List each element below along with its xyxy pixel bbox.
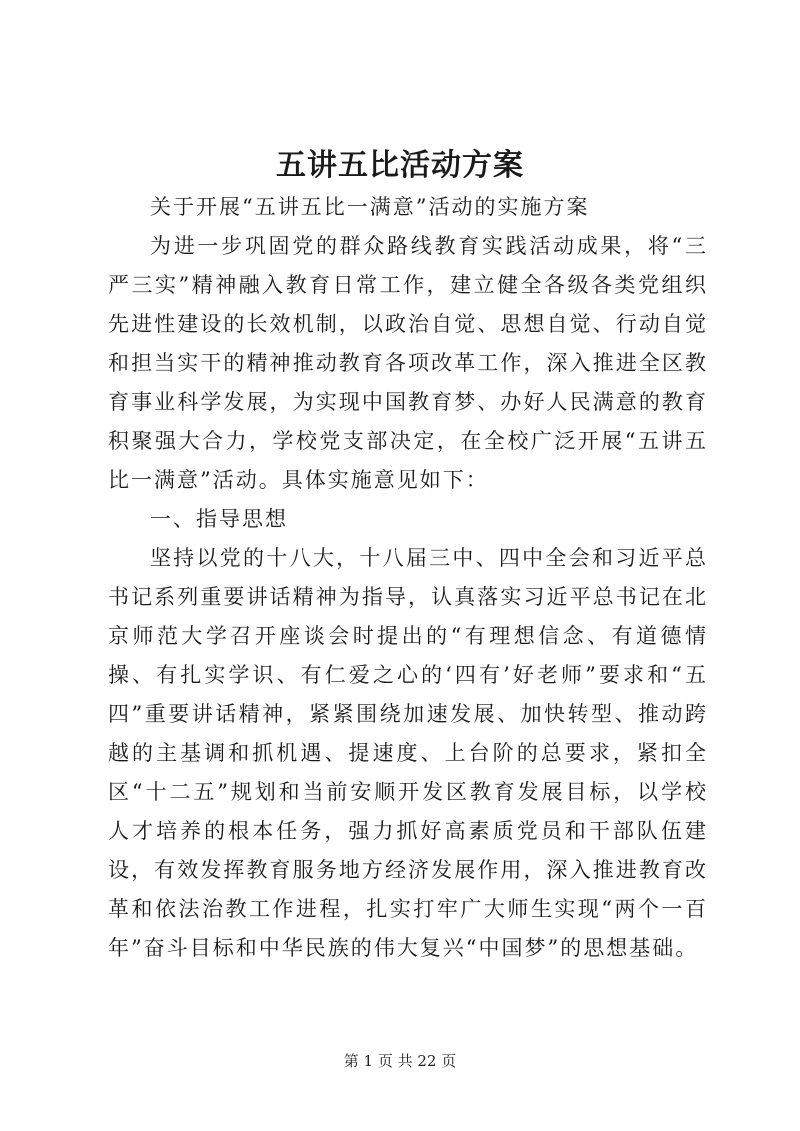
subtitle-paragraph: 关于开展“五讲五比一满意”活动的实施方案 bbox=[150, 195, 590, 219]
intro-paragraph: 为进一步巩固党的群众路线教育实践活动成果，将“三严三实”精神融入教育日常工作，建立健全各级各类党组织先进性建设的长效机制，以政治自觉、思想自觉、行动自觉和担当实干的精神推动教育各项改革工作，深入推进全区教育事业科学发展，为实现中国教育梦、办好人民满意的教育积聚强大合力，学校党支部决定，在全校广泛开展“五讲五比一满意”活动。具体实施意见如下： bbox=[108, 234, 708, 492]
document-body bbox=[108, 188, 708, 968]
document-title: 五讲五比活动方案 bbox=[276, 148, 524, 183]
section-heading: 一、指导思想 bbox=[150, 507, 288, 531]
section-paragraph: 坚持以党的十八大，十八届三中、四中全会和习近平总书记系列重要讲话精神为指导，认真落实习近平总书记在北京师范大学召开座谈会时提出的“有理想信念、有道德情操、有扎实学识、有仁爱之心的‘四有’好老师”要求和“五四”重要讲话精神，紧紧围绕加速发展、加快转型、推动跨越的主基调和抓机遇、提速度、上台阶的总要求，紧扣全区“十二五”规划和当前安顺开发区教育发展目标，以学校人才培养的根本任务，强力抓好高素质党员和干部队伍建设，有效发挥教育服务地方经济发展作用，深入推进教育改革和依法治教工作进程，扎实打牢广大师生实现“两个一百年”奋斗目标和中华民族的伟大复兴“中国梦”的思想基础。 bbox=[108, 546, 708, 960]
page-number-footer: 第 1 页 共 22 页 bbox=[343, 1052, 457, 1070]
